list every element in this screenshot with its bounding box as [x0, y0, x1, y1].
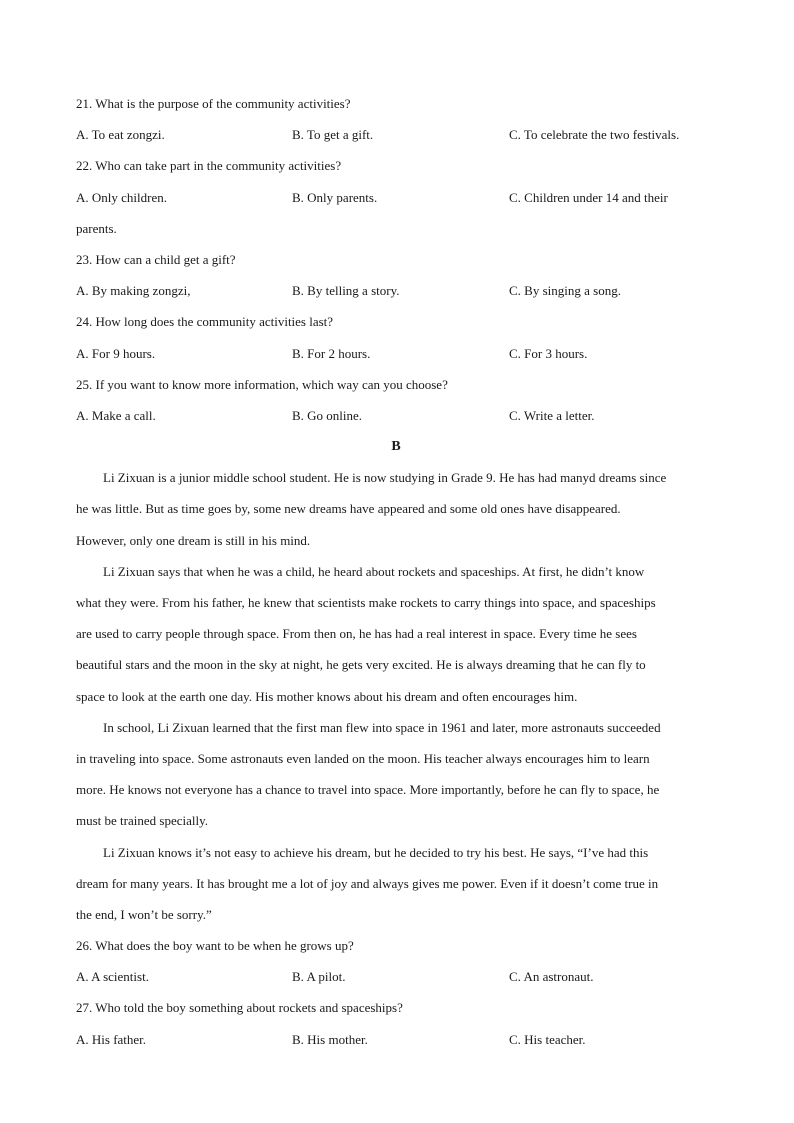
passage-line: must be trained specially. [76, 813, 209, 829]
passage-line: Li Zixuan says that when he was a child, he heard about rockets and spaceships. At first, he didn’t know [103, 563, 645, 579]
question-25: 25. If you want to know more information, which way can you choose? [76, 376, 448, 392]
option-a: A. By making zongzi, [76, 283, 191, 299]
question-21-options [76, 119, 716, 150]
question-21: 21. What is the purpose of the community activities? [76, 96, 351, 111]
section-b-title: B [391, 439, 401, 455]
question-24: 24. How long does the community activities last? [76, 314, 334, 330]
option-a: A. Only children. [76, 189, 167, 205]
passage-paragraph-4 [76, 837, 716, 931]
passage-line: In school, Li Zixuan learned that the first man flew into space in 1961 and later, more astronauts succeeded [103, 719, 661, 735]
passage-line: dream for many years. It has brought me a lot of joy and always gives me power. Even if it doesn’t come true in [76, 875, 659, 891]
option-c: C. An astronaut. [509, 969, 594, 985]
option-b: B. Only parents. [292, 189, 378, 205]
passage-line: Li Zixuan knows it’s not easy to achieve his dream, but he decided to try his best. He says, “I’ve had this [103, 844, 649, 860]
option-c-continuation: parents. [76, 220, 117, 236]
option-a: A. To eat zongzi. [76, 127, 165, 143]
option-b: B. His mother. [292, 1031, 368, 1047]
option-c: C. His teacher. [509, 1031, 586, 1047]
document-page [76, 88, 716, 1055]
question-22-options [76, 182, 716, 213]
option-a: A. For 9 hours. [76, 345, 156, 361]
passage-line: space to look at the earth one day. His mother knows about his dream and often encourages him. [76, 688, 578, 704]
option-b: B. By telling a story. [292, 283, 400, 299]
passage-paragraph-3 [76, 712, 716, 837]
option-a: A. His father. [76, 1031, 147, 1047]
passage-line: more. He knows not everyone has a chance to travel into space. More importantly, before he can fly to space, he [76, 782, 660, 798]
option-c: C. To celebrate the two festivals. [509, 127, 680, 143]
question-24-options [76, 338, 716, 369]
passage-line: are used to carry people through space. From then on, he has had a real interest in space. Every time he sees [76, 626, 637, 642]
passage-line: the end, I won’t be sorry.” [76, 906, 212, 922]
option-b: B. To get a gift. [292, 127, 374, 143]
passage-line: what they were. From his father, he knew that scientists make rockets to carry things into space, and spaceships [76, 595, 656, 610]
question-27: 27. Who told the boy something about rockets and spaceships? [76, 1000, 403, 1016]
passage-paragraph-2 [76, 556, 716, 712]
option-a: A. A scientist. [76, 969, 149, 985]
passage-line: beautiful stars and the moon in the sky at night, he gets very excited. He is always dreaming that he can fly to [76, 657, 646, 673]
option-b: B. For 2 hours. [292, 345, 371, 361]
option-a: A. Make a call. [76, 407, 156, 423]
question-26-options [76, 961, 716, 992]
option-c: C. Write a letter. [509, 407, 595, 423]
option-c: C. Children under 14 and their [509, 189, 668, 205]
question-22: 22. Who can take part in the community activities? [76, 158, 342, 174]
option-c: C. For 3 hours. [509, 345, 588, 361]
question-26: 26. What does the boy want to be when he grows up? [76, 938, 354, 954]
passage-line: in traveling into space. Some astronauts even landed on the moon. His teacher always encourages him to learn [76, 750, 650, 766]
question-27-options [76, 1024, 716, 1055]
passage-line: Li Zixuan is a junior middle school student. He is now studying in Grade 9. He has had manyd dreams since [103, 470, 667, 486]
question-23: 23. How can a child get a gift? [76, 251, 236, 267]
option-c: C. By singing a song. [509, 283, 621, 299]
option-b: B. Go online. [292, 407, 363, 423]
passage-paragraph-1 [76, 462, 716, 556]
question-23-options [76, 275, 716, 306]
question-25-options [76, 400, 716, 431]
passage-line: However, only one dream is still in his mind. [76, 532, 311, 548]
passage-line: he was little. But as time goes by, some new dreams have appeared and some old ones have disappeared. [76, 501, 621, 517]
option-b: B. A pilot. [292, 969, 346, 985]
